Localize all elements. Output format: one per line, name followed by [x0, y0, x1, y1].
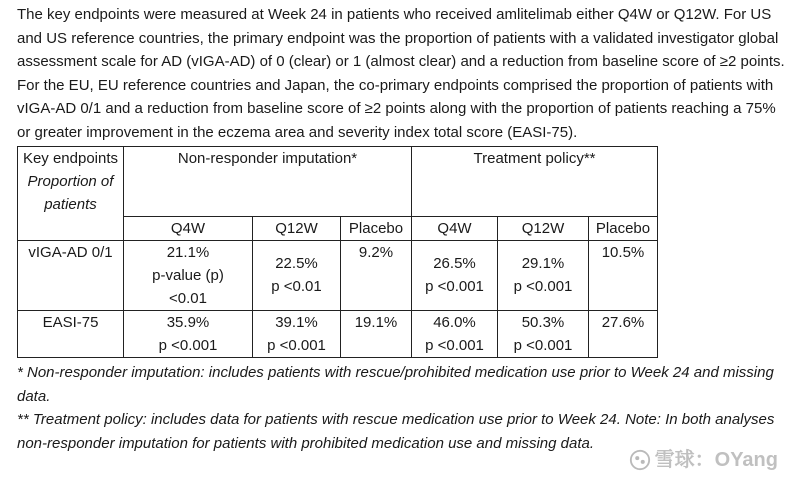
- document-page: [17, 3, 789, 455]
- subheader-cell: Placebo: [341, 217, 412, 241]
- cell-pvalue: <0.01: [169, 290, 207, 307]
- header-group-treatment-policy: Treatment policy**: [412, 147, 658, 217]
- watermark: [629, 449, 778, 473]
- data-cell: [253, 241, 341, 311]
- header-key-endpoints: [18, 147, 124, 241]
- table-header-row: [18, 147, 658, 217]
- data-cell: [412, 311, 498, 358]
- cell-value: 26.5%: [433, 255, 476, 272]
- data-cell: [498, 311, 589, 358]
- cell-pvalue: p <0.01: [271, 278, 322, 295]
- cell-value: 39.1%: [275, 314, 318, 331]
- cell-pvalue: p <0.001: [267, 337, 326, 354]
- cell-value: 27.6%: [601, 314, 645, 331]
- subheader-cell: Q12W: [253, 217, 341, 241]
- subheader-cell: Placebo: [589, 217, 658, 241]
- data-cell: [589, 241, 658, 311]
- table-row: [18, 241, 658, 311]
- data-cell: [124, 311, 253, 358]
- table-row: [18, 311, 658, 358]
- intro-paragraph: The key endpoints were measured at Week 24 in patients who received amlitelimab either Q4W or Q12W. For US and US reference countries, the primary endpoint was the proportion of patients with a validated investigator global assessment scale for AD (vIGA-AD) of 0 (clear) or 1 (almost clear) and a reduction from baseline score of ≥2 points. For the EU, EU reference countries and Japan, the co-primary endpoints comprised the proportion of patients with vIGA-AD 0/1 and a reduction from baseline score of ≥2 points along with the proportion of patients reaching a 75% or greater improvement in the eczema area and severity index total score (EASI-75).: [17, 6, 785, 141]
- subheader-cell: Q12W: [498, 217, 589, 241]
- header-key-sublabel: Proportion of patients: [27, 173, 114, 213]
- subheader-cell: Q4W: [124, 217, 253, 241]
- row-label: vIGA-AD 0/1: [18, 241, 124, 311]
- header-key-label: Key endpoints: [22, 150, 119, 167]
- cell-pvalue: p <0.001: [513, 278, 573, 295]
- cell-value: 22.5%: [275, 255, 318, 272]
- cell-value: 10.5%: [601, 244, 645, 261]
- data-cell: [498, 241, 589, 311]
- data-cell: [412, 241, 498, 311]
- snowball-logo-icon: [629, 449, 651, 471]
- data-cell: [124, 241, 253, 311]
- footnote-nonresponder: * Non-responder imputation: includes patients with rescue/prohibited medication use prior to Week 24 and missing data.: [17, 364, 774, 405]
- cell-value: 35.9%: [166, 314, 210, 331]
- cell-value: 29.1%: [521, 255, 565, 272]
- data-cell: [341, 311, 412, 358]
- cell-value: 21.1%: [166, 244, 210, 261]
- cell-pvalue: p <0.001: [513, 337, 573, 354]
- endpoints-table: [17, 146, 658, 358]
- cell-value: 50.3%: [521, 314, 565, 331]
- header-group-nonresponder: Non-responder imputation*: [124, 147, 412, 217]
- watermark-text: 雪球：OYang: [654, 448, 778, 471]
- cell-pvalue: p-value (p): [152, 267, 224, 284]
- data-cell: [253, 311, 341, 358]
- subheader-cell: Q4W: [412, 217, 498, 241]
- cell-value: 9.2%: [358, 244, 394, 261]
- footnote-treatment-policy: ** Treatment policy: includes data for patients with rescue medication use prior to Week 24. Note: In both analyses non-responder imputation for patients with prohibited medication use and missing data.: [17, 411, 775, 452]
- data-cell: [341, 241, 412, 311]
- cell-pvalue: p <0.001: [425, 278, 484, 295]
- cell-pvalue: p <0.001: [158, 337, 218, 354]
- cell-pvalue: p <0.001: [425, 337, 484, 354]
- row-label: EASI-75: [18, 311, 124, 358]
- cell-value: 19.1%: [354, 314, 398, 331]
- cell-value: 46.0%: [433, 314, 476, 331]
- data-cell: [589, 311, 658, 358]
